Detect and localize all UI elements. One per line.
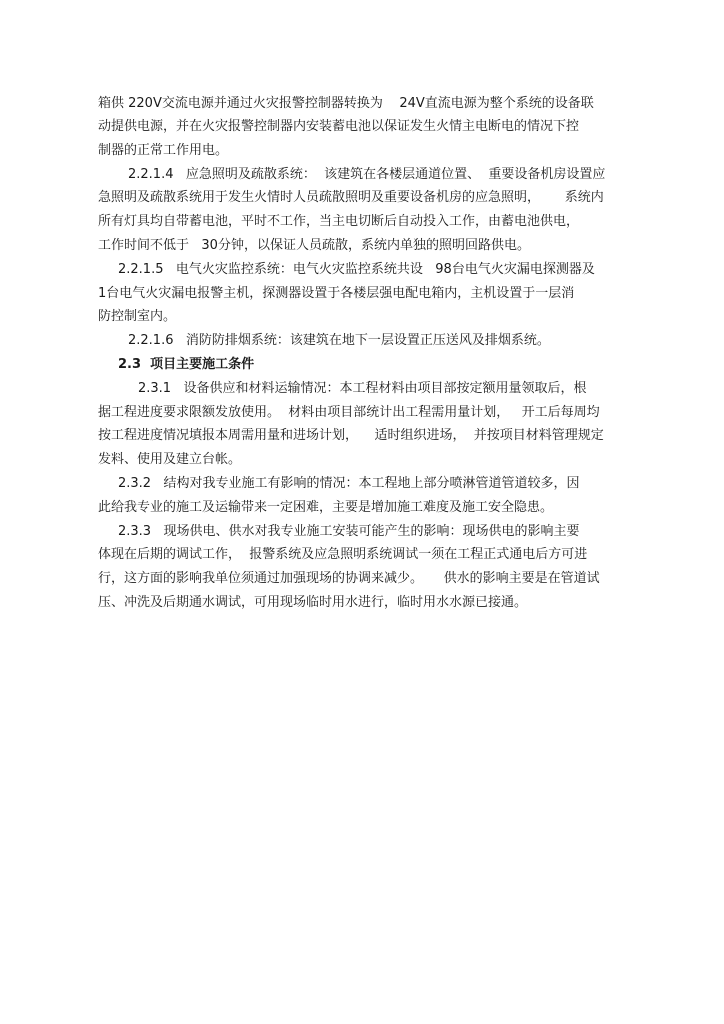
body-text-line: 体现在后期的调试工作， 报警系统及应急照明系统调试一须在工程正式通电后方可进: [98, 547, 588, 562]
body-text-line: 1台电气火灾漏电报警主机，探测器设置于各楼层强电配电箱内，主机设置于一层消: [98, 286, 575, 301]
body-text-line: 工作时间不低于 30分钟，以保证人员疏散，系统内单独的照明回路供电。: [98, 238, 530, 253]
section-2-3-2: 2.3.2 结构对我专业施工有影响的情况：本工程地上部分喷淋管道管道较多，因: [118, 476, 580, 491]
body-text-line: 行，这方面的影响我单位须通过加强现场的协调来减少。 供水的影响主要是在管道试: [98, 571, 600, 586]
body-text-line: 据工程进度要求限额发放使用。 材料由项目部统计出工程需用量计划， 开工后每周均: [98, 405, 600, 420]
section-2-3-3: 2.3.3 现场供电、供水对我专业施工安装可能产生的影响：现场供电的影响主要: [118, 524, 580, 539]
section-2-2-1-6: 2.2.1.6 消防防排烟系统：该建筑在地下一层设置正压送风及排烟系统。: [128, 333, 550, 348]
section-heading-2-3: 2.3 项目主要施工条件: [118, 357, 255, 372]
body-text-line: 所有灯具均自带蓄电池，平时不工作，当主电切断后自动投入工作，由蓄电池供电，: [98, 214, 580, 229]
body-text-line: 按工程进度情况填报本周需用量和进场计划， 适时组织进场， 并按项目材料管理规定: [98, 428, 604, 443]
body-text-line: 制器的正常工作用电。: [98, 143, 229, 158]
body-text-line: 发料、使用及建立台帐。: [98, 452, 242, 467]
section-2-3-1: 2.3.1 设备供应和材料运输情况：本工程材料由项目部按定额用量领取后，根: [138, 381, 587, 396]
body-text-line: 此给我专业的施工及运输带来一定困难，主要是增加施工难度及施工安全隐患。: [98, 500, 554, 515]
section-2-2-1-5: 2.2.1.5 电气火灾监控系统：电气火灾监控系统共设 98台电气火灾漏电探测器及: [118, 262, 595, 277]
body-text-line: 动提供电源，并在火灾报警控制器内安装蓄电池以保证发生火情主电断电的情况下控: [98, 119, 580, 134]
body-text-line: 急照明及疏散系统用于发生火情时人员疏散照明及重要设备机房的应急照明， 系统内: [98, 190, 604, 205]
section-2-2-1-4: 2.2.1.4 应急照明及疏散系统： 该建筑在各楼层通道位置、 重要设备机房设置应: [128, 167, 606, 182]
body-text-line: 压、冲洗及后期通水调试，可用现场临时用水进行，临时用水水源已接通。: [98, 595, 528, 610]
body-text-line: 箱供 220V交流电源并通过火灾报警控制器转换为 24V直流电源为整个系统的设备联: [98, 96, 594, 111]
body-text-line: 防控制室内。: [98, 309, 177, 324]
